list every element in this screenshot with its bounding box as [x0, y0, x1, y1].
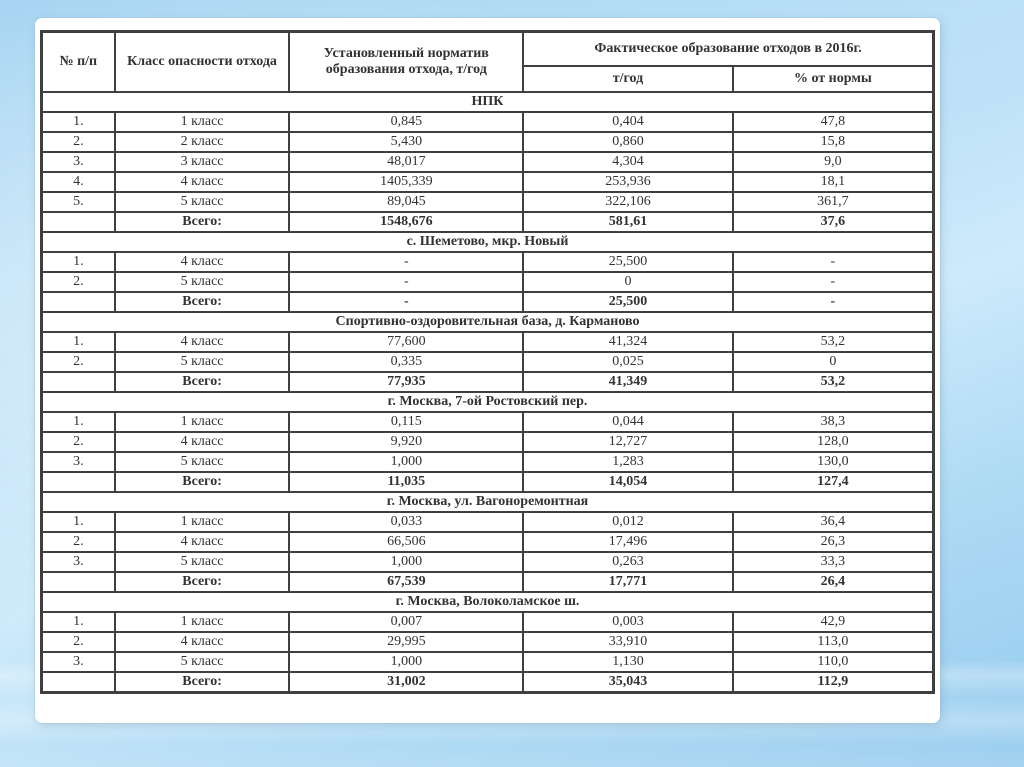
table-cell: 128,0	[733, 432, 934, 452]
table-row	[42, 432, 934, 452]
table-cell: 1.	[42, 612, 115, 632]
col-header-hazard-class: Класс опасности отхода	[115, 32, 290, 93]
table-cell: 0,263	[523, 552, 733, 572]
table-cell: 0,860	[523, 132, 733, 152]
col-header-num: № п/п	[42, 32, 115, 93]
total-label: Всего:	[115, 372, 290, 392]
table-cell: 33,3	[733, 552, 934, 572]
table-row	[42, 332, 934, 352]
table-row	[42, 152, 934, 172]
table-cell: 66,506	[289, 532, 523, 552]
table-cell: 3.	[42, 652, 115, 672]
table-cell: 5 класс	[115, 552, 290, 572]
table-row	[42, 632, 934, 652]
table-cell: 89,045	[289, 192, 523, 212]
col-header-actual-group: Фактическое образование отходов в 2016г.	[523, 32, 933, 67]
total-row	[42, 212, 934, 232]
col-header-norm: Установленный норматив образования отхода, т/год	[289, 32, 523, 93]
table-cell: 48,017	[289, 152, 523, 172]
table-cell: 5 класс	[115, 452, 290, 472]
table-cell: 0,003	[523, 612, 733, 632]
table-cell: 2.	[42, 272, 115, 292]
col-header-actual-tyear: т/год	[523, 66, 733, 92]
table-cell: 53,2	[733, 332, 934, 352]
total-value-cell: 26,4	[733, 572, 934, 592]
table-row	[42, 172, 934, 192]
table-cell: 1,000	[289, 452, 523, 472]
table-cell: 0,012	[523, 512, 733, 532]
table-cell: 253,936	[523, 172, 733, 192]
table-cell: 1.	[42, 112, 115, 132]
table-row	[42, 532, 934, 552]
table-cell: 2.	[42, 632, 115, 652]
table-cell: 2.	[42, 352, 115, 372]
table-cell: 5 класс	[115, 652, 290, 672]
total-value-cell: 53,2	[733, 372, 934, 392]
total-empty-cell	[42, 212, 115, 232]
table-cell: 42,9	[733, 612, 934, 632]
total-row	[42, 672, 934, 693]
table-header	[42, 32, 934, 93]
table-cell: 0,033	[289, 512, 523, 532]
table-cell: 5,430	[289, 132, 523, 152]
waste-table-body	[42, 92, 934, 693]
total-row	[42, 472, 934, 492]
table-cell: 3.	[42, 152, 115, 172]
table-cell: 5 класс	[115, 272, 290, 292]
total-value-cell: -	[733, 292, 934, 312]
total-value-cell: 1548,676	[289, 212, 523, 232]
total-value-cell: 35,043	[523, 672, 733, 693]
table-row	[42, 612, 934, 632]
table-cell: 1.	[42, 252, 115, 272]
total-value-cell: 67,539	[289, 572, 523, 592]
table-cell: 0,044	[523, 412, 733, 432]
total-value-cell: -	[289, 292, 523, 312]
section-title: г. Москва, 7-ой Ростовский пер.	[42, 392, 934, 412]
total-value-cell: 77,935	[289, 372, 523, 392]
table-cell: 0,025	[523, 352, 733, 372]
table-cell: 4.	[42, 172, 115, 192]
total-empty-cell	[42, 672, 115, 693]
section-title: НПК	[42, 92, 934, 112]
table-cell: 0,115	[289, 412, 523, 432]
table-cell: -	[289, 252, 523, 272]
table-cell: 0	[523, 272, 733, 292]
total-label: Всего:	[115, 292, 290, 312]
col-header-actual-percent: % от нормы	[733, 66, 934, 92]
table-cell: 38,3	[733, 412, 934, 432]
total-label: Всего:	[115, 212, 290, 232]
total-row	[42, 572, 934, 592]
table-cell: 15,8	[733, 132, 934, 152]
table-cell: 77,600	[289, 332, 523, 352]
table-cell: 1,283	[523, 452, 733, 472]
table-row	[42, 512, 934, 532]
total-empty-cell	[42, 292, 115, 312]
table-cell: 41,324	[523, 332, 733, 352]
table-cell: 361,7	[733, 192, 934, 212]
table-cell: 1,000	[289, 652, 523, 672]
table-cell: 2.	[42, 432, 115, 452]
total-label: Всего:	[115, 672, 290, 693]
table-cell: 2 класс	[115, 132, 290, 152]
table-cell: 25,500	[523, 252, 733, 272]
table-cell: -	[733, 272, 934, 292]
table-cell: 1 класс	[115, 512, 290, 532]
table-cell: 1,000	[289, 552, 523, 572]
table-cell: 0,404	[523, 112, 733, 132]
table-cell: 1 класс	[115, 112, 290, 132]
table-row	[42, 452, 934, 472]
total-value-cell: 37,6	[733, 212, 934, 232]
table-cell: 0,007	[289, 612, 523, 632]
section-title: с. Шеметово, мкр. Новый	[42, 232, 934, 252]
table-row	[42, 112, 934, 132]
table-cell: 33,910	[523, 632, 733, 652]
table-cell: 4 класс	[115, 632, 290, 652]
total-empty-cell	[42, 572, 115, 592]
total-row	[42, 292, 934, 312]
total-empty-cell	[42, 372, 115, 392]
table-row	[42, 252, 934, 272]
section-title-row	[42, 312, 934, 332]
table-cell: 0,335	[289, 352, 523, 372]
total-label: Всего:	[115, 572, 290, 592]
table-row	[42, 132, 934, 152]
table-cell: 12,727	[523, 432, 733, 452]
total-value-cell: 14,054	[523, 472, 733, 492]
content-panel	[35, 18, 940, 723]
table-cell: 47,8	[733, 112, 934, 132]
table-cell: 5 класс	[115, 192, 290, 212]
table-cell: 110,0	[733, 652, 934, 672]
waste-table	[40, 30, 935, 694]
section-title: Спортивно-оздоровительная база, д. Карманово	[42, 312, 934, 332]
section-title-row	[42, 92, 934, 112]
table-row	[42, 352, 934, 372]
section-title: г. Москва, ул. Вагоноремонтная	[42, 492, 934, 512]
table-cell: 130,0	[733, 452, 934, 472]
table-row	[42, 552, 934, 572]
table-cell: 9,920	[289, 432, 523, 452]
table-cell: 29,995	[289, 632, 523, 652]
table-row	[42, 652, 934, 672]
table-cell: 0,845	[289, 112, 523, 132]
table-row	[42, 192, 934, 212]
table-row	[42, 272, 934, 292]
total-value-cell: 31,002	[289, 672, 523, 693]
table-row	[42, 412, 934, 432]
table-cell: 5 класс	[115, 352, 290, 372]
section-title-row	[42, 592, 934, 612]
table-cell: 113,0	[733, 632, 934, 652]
section-title-row	[42, 232, 934, 252]
table-cell: 3.	[42, 552, 115, 572]
total-label: Всего:	[115, 472, 290, 492]
table-cell: 1 класс	[115, 412, 290, 432]
table-cell: 17,496	[523, 532, 733, 552]
section-title: г. Москва, Волоколамское ш.	[42, 592, 934, 612]
total-value-cell: 112,9	[733, 672, 934, 693]
table-cell: 1.	[42, 332, 115, 352]
table-cell: 0	[733, 352, 934, 372]
table-cell: -	[733, 252, 934, 272]
section-title-row	[42, 492, 934, 512]
table-cell: 2.	[42, 132, 115, 152]
table-cell: 4 класс	[115, 332, 290, 352]
total-value-cell: 581,61	[523, 212, 733, 232]
header-row-1	[42, 32, 934, 67]
total-value-cell: 25,500	[523, 292, 733, 312]
total-value-cell: 17,771	[523, 572, 733, 592]
table-cell: 4 класс	[115, 252, 290, 272]
total-row	[42, 372, 934, 392]
table-cell: 2.	[42, 532, 115, 552]
table-cell: 4 класс	[115, 172, 290, 192]
table-cell: 4,304	[523, 152, 733, 172]
table-cell: 9,0	[733, 152, 934, 172]
table-cell: 1.	[42, 512, 115, 532]
table-cell: 3.	[42, 452, 115, 472]
table-cell: 4 класс	[115, 432, 290, 452]
total-value-cell: 127,4	[733, 472, 934, 492]
table-cell: 322,106	[523, 192, 733, 212]
table-cell: 3 класс	[115, 152, 290, 172]
section-title-row	[42, 392, 934, 412]
table-cell: 1,130	[523, 652, 733, 672]
total-value-cell: 11,035	[289, 472, 523, 492]
table-cell: 18,1	[733, 172, 934, 192]
table-cell: 5.	[42, 192, 115, 212]
table-cell: -	[289, 272, 523, 292]
table-cell: 1405,339	[289, 172, 523, 192]
table-cell: 36,4	[733, 512, 934, 532]
table-cell: 4 класс	[115, 532, 290, 552]
table-cell: 1 класс	[115, 612, 290, 632]
total-empty-cell	[42, 472, 115, 492]
table-cell: 1.	[42, 412, 115, 432]
total-value-cell: 41,349	[523, 372, 733, 392]
table-cell: 26,3	[733, 532, 934, 552]
